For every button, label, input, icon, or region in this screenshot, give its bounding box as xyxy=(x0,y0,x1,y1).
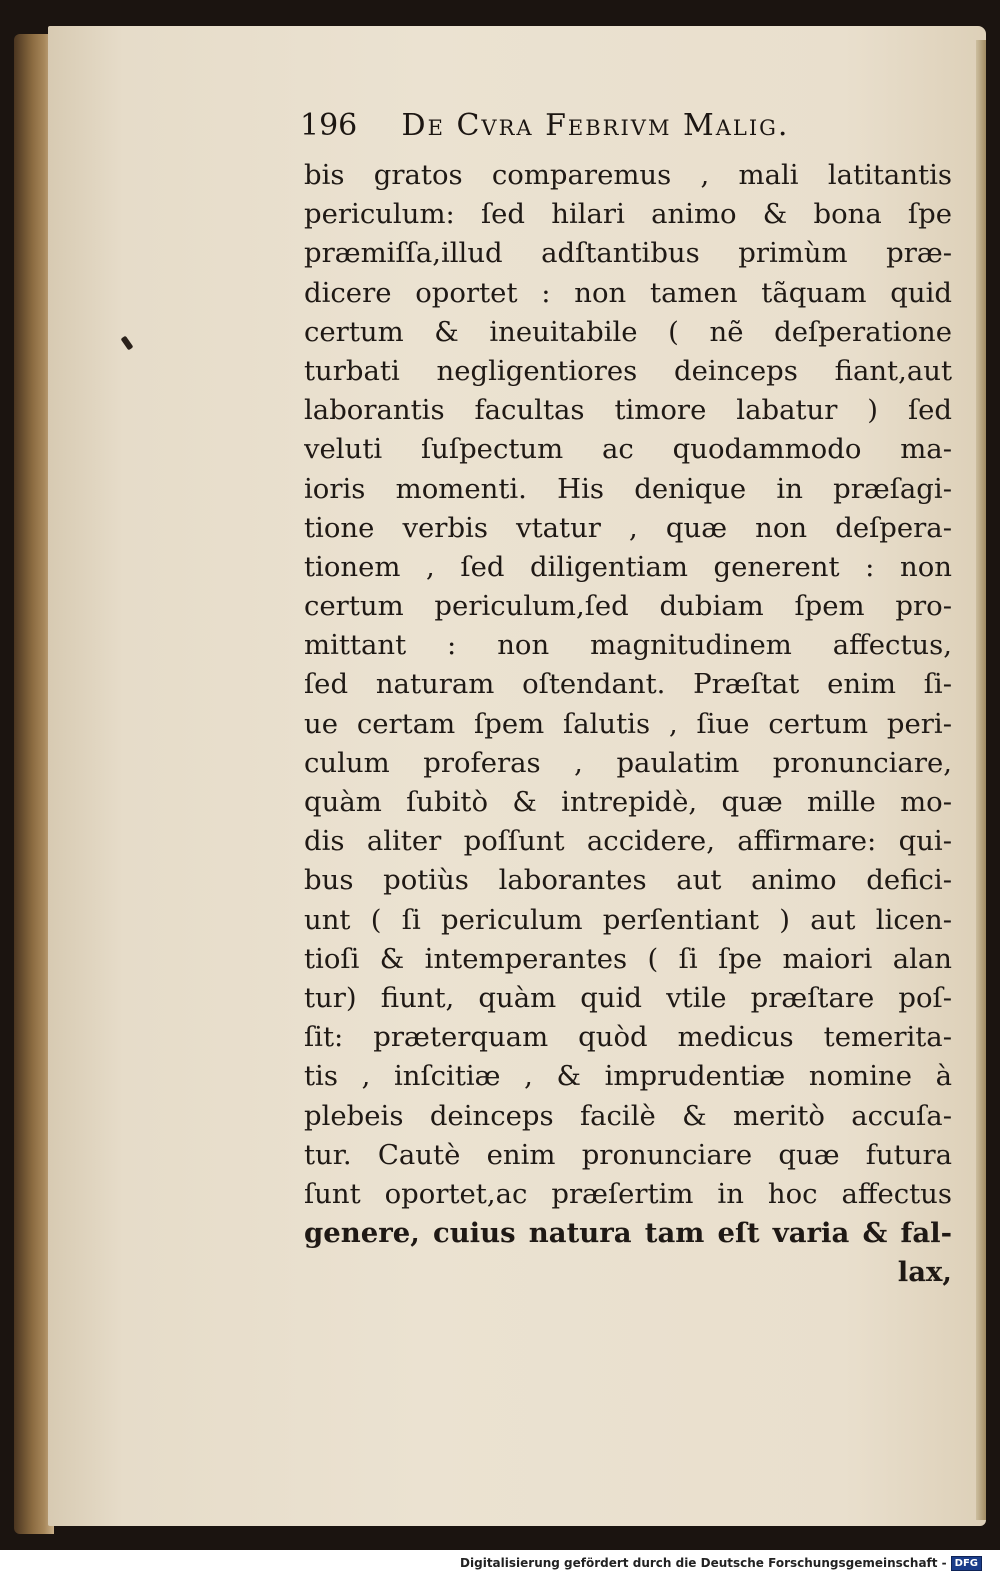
text-line: ſit: præterquam quòd medicus temerita- xyxy=(304,1021,952,1054)
text-line: ioris momenti. His denique in præſagi- xyxy=(304,472,952,505)
text-line: quàm ſubitò & intrepidè, quæ mille mo- xyxy=(304,786,952,818)
text-line: plebeis deinceps facilè & meritò accuſa- xyxy=(304,1099,952,1132)
digitization-credit xyxy=(460,1552,982,1574)
text-line: ſunt oportet,ac præſertim in hoc affectus xyxy=(304,1177,952,1210)
text-line: tur. Cautè enim pronunciare quæ futura xyxy=(304,1138,952,1171)
catchword: lax, xyxy=(897,1256,952,1289)
credit-text: Digitalisierung gefördert durch die Deutsche Forschungsgemeinschaft - xyxy=(460,1556,947,1570)
text-line: culum proferas , paulatim pronunciare, xyxy=(304,746,952,779)
dfg-logo: DFG xyxy=(951,1556,982,1571)
text-line: certum & ineuitabile ( nẽ deſperatione xyxy=(304,315,952,348)
text-line: periculum: ſed hilari animo & bona ſpe xyxy=(304,198,952,231)
page-edge xyxy=(976,40,986,1520)
text-line: bis gratos comparemus , mali latitantis xyxy=(304,159,952,191)
page-header xyxy=(300,108,920,152)
text-line: tione verbis vtatur , quæ non deſpera- xyxy=(304,511,952,544)
text-line: turbati negligentiores deinceps fiant,aut xyxy=(304,354,952,387)
text-line: ſed naturam oſtendant. Præſtat enim ſi- xyxy=(304,668,952,701)
text-line: veluti ſuſpectum ac quodammodo ma- xyxy=(304,433,952,466)
text-line: unt ( ſi periculum perſentiant ) aut licen- xyxy=(304,903,952,936)
page-number: 196 xyxy=(300,108,358,143)
running-title: De Cvra Febrivm Malig. xyxy=(401,108,790,143)
text-line: tis , inſcitiæ , & imprudentiæ nomine à xyxy=(304,1060,952,1093)
text-line: certum periculum,ſed dubiam ſpem pro- xyxy=(304,590,952,623)
text-line: tur) fiunt, quàm quid vtile præſtare poſ- xyxy=(304,981,952,1014)
body-text xyxy=(304,156,952,1292)
text-line: laborantis facultas timore labatur ) ſed xyxy=(304,394,952,427)
text-line: dis aliter poſſunt accidere, affirmare: qui- xyxy=(304,825,952,858)
text-line: dicere oportet : non tamen tãquam quid xyxy=(304,276,952,309)
text-line: mittant : non magnitudinem affectus, xyxy=(304,629,952,662)
text-line: præmiſſa,illud adſtantibus primùm præ- xyxy=(304,237,952,270)
text-line: bus potiùs laborantes aut animo defici- xyxy=(304,864,952,897)
text-line: tionem , ſed diligentiam generent : non xyxy=(304,550,952,583)
text-line: tioſi & intemperantes ( ſi ſpe maiori alan xyxy=(304,942,952,975)
text-line: genere, cuius natura tam eſt varia & fal- xyxy=(304,1217,952,1250)
text-line: ue certam ſpem ſalutis , ſiue certum peri- xyxy=(304,707,952,740)
